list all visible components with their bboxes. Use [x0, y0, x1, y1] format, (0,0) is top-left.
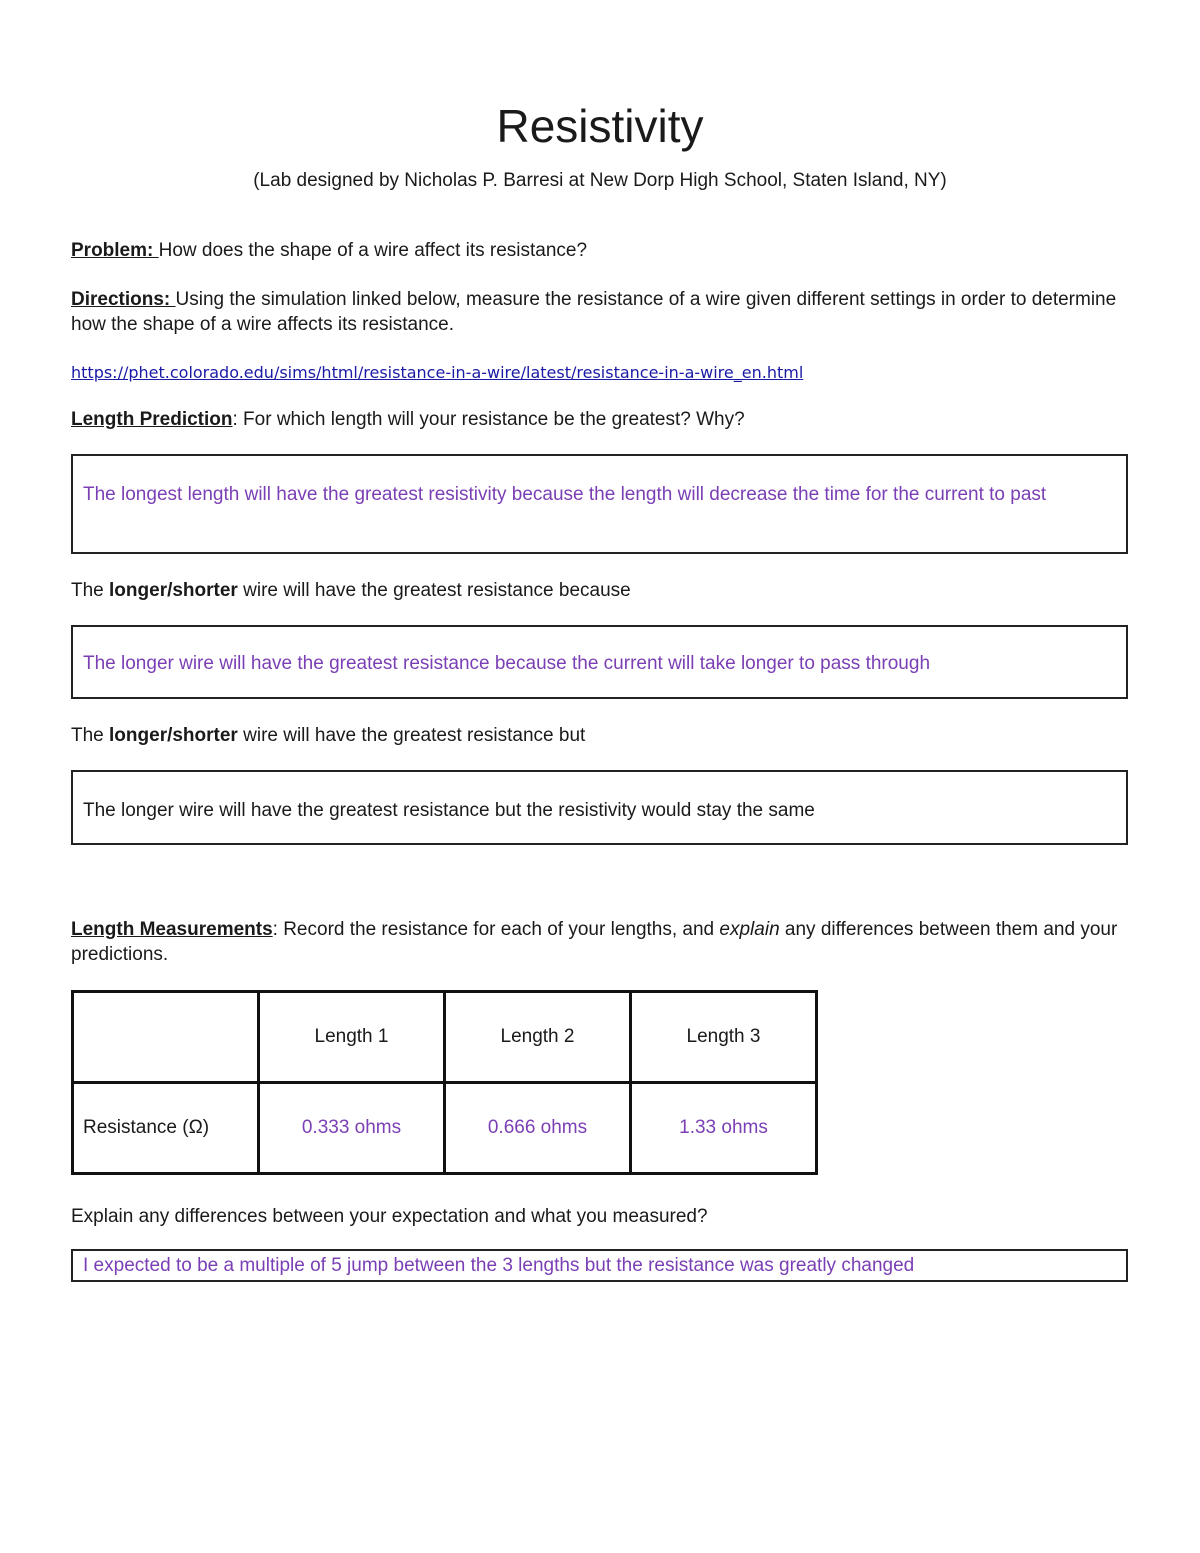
length-measurements-italic: explain	[719, 919, 780, 940]
resistance-length-2[interactable]: 0.666 ohms	[445, 1083, 631, 1174]
statement-because	[71, 578, 1131, 603]
measurements-table	[71, 990, 818, 1175]
explain-question: Explain any differences between your expectation and what you measured?	[71, 1206, 708, 1227]
problem-text: How does the shape of a wire affect its resistance?	[158, 240, 588, 261]
resistance-length-1[interactable]: 0.333 ohms	[259, 1083, 445, 1174]
statement-because-choice: longer/shorter	[109, 580, 238, 601]
length-measurements-label: Length Measurements	[71, 919, 273, 940]
statement-but-suffix: wire will have the greatest resistance but	[237, 725, 586, 746]
length-prediction-label: Length Prediction	[71, 409, 233, 430]
statement-but	[71, 723, 1131, 748]
table-corner-cell	[73, 992, 259, 1083]
simulation-link[interactable]: https://phet.colorado.edu/sims/html/resistance-in-a-wire/latest/resistance-in-a-wire_en.html	[71, 363, 804, 382]
statement-because-answer-box[interactable]	[71, 625, 1128, 699]
directions-text: Using the simulation linked below, measure the resistance of a wire given different settings in order to determine how the shape of a wire affects its resistance.	[71, 289, 1117, 335]
problem-label: Problem:	[71, 240, 159, 261]
statement-but-answer: The longer wire will have the greatest resistance but the resistivity would stay the same	[83, 800, 815, 821]
length-measurements-paragraph	[71, 917, 1131, 967]
explain-answer-box[interactable]	[71, 1249, 1128, 1282]
length-prediction-answer: The longest length will have the greatest resistivity because the length will decrease the time for the current to past	[83, 484, 1047, 505]
statement-but-answer-box[interactable]	[71, 770, 1128, 845]
directions-label: Directions:	[71, 289, 176, 310]
table-header-length-3: Length 3	[631, 992, 817, 1083]
table-header-row	[73, 992, 817, 1083]
problem-paragraph	[71, 238, 1131, 263]
page-subtitle: (Lab designed by Nicholas P. Barresi at New Dorp High School, Staten Island, NY)	[253, 170, 947, 191]
table-row-label: Resistance (Ω)	[73, 1083, 259, 1174]
table-header-length-1: Length 1	[259, 992, 445, 1083]
length-prediction-question: : For which length will your resistance be the greatest? Why?	[232, 409, 745, 430]
length-prediction-paragraph	[71, 407, 1131, 432]
length-prediction-answer-box[interactable]	[71, 454, 1128, 554]
length-measurements-text-end: any differences between them and your predictions.	[71, 919, 1118, 965]
statement-because-answer: The longer wire will have the greatest resistance because the current will take longer to pass through	[83, 653, 931, 674]
statement-but-prefix: The	[71, 725, 110, 746]
resistance-length-3[interactable]: 1.33 ohms	[631, 1083, 817, 1174]
table-header-length-2: Length 2	[445, 992, 631, 1083]
statement-because-suffix: wire will have the greatest resistance because	[237, 580, 631, 601]
explain-answer: I expected to be a multiple of 5 jump between the 3 lengths but the resistance was greatly changed	[83, 1255, 915, 1276]
page-title: Resistivity	[496, 100, 704, 152]
length-measurements-text: : Record the resistance for each of your lengths, and	[272, 919, 720, 940]
directions-paragraph	[71, 287, 1131, 337]
table-row	[73, 1083, 817, 1174]
statement-because-prefix: The	[71, 580, 110, 601]
simulation-link-line	[71, 360, 1131, 385]
statement-but-choice: longer/shorter	[109, 725, 238, 746]
